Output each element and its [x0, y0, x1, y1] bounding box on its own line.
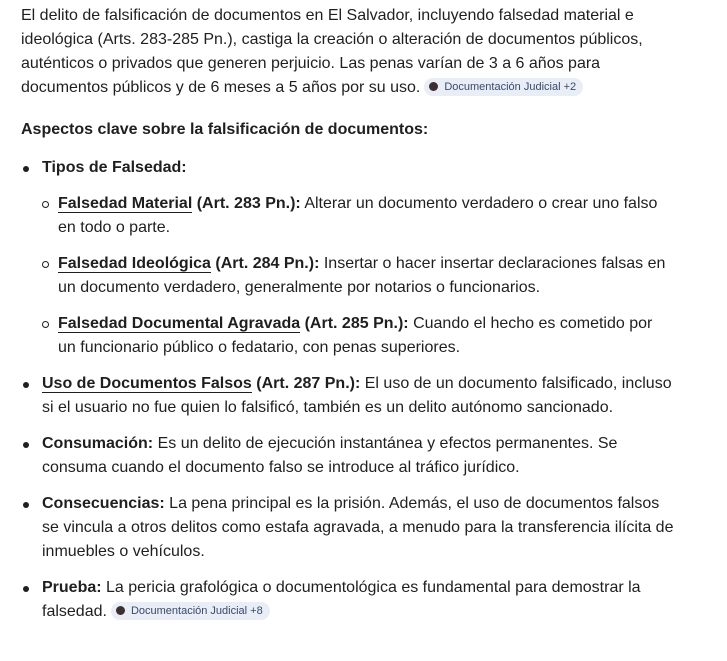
- item-description: La pericia grafológica o documentológica es fundamental para demostrar la falsedad.: [42, 579, 641, 620]
- falsedad-material-link[interactable]: Falsedad Material: [58, 195, 193, 212]
- article-ref: (Art. 285 Pn.):: [300, 315, 409, 332]
- prueba-term: Prueba:: [42, 579, 102, 596]
- sublist-item: [42, 252, 674, 300]
- item-description: El uso de un documento falsificado, incluso si el usuario no fue quien lo falsificó, también es un delito autónomo sancionado.: [42, 375, 672, 416]
- list-item-tipos: [21, 156, 674, 360]
- falsedad-ideologica-link[interactable]: Falsedad Ideológica: [58, 255, 211, 272]
- source-chip-label: Documentación Judicial +2: [444, 80, 577, 93]
- article-ref: (Art. 283 Pn.):: [192, 195, 301, 212]
- uso-documentos-falsos-link[interactable]: Uso de Documentos Falsos: [42, 375, 252, 392]
- source-chip[interactable]: [111, 602, 270, 620]
- source-chip-label: Documentación Judicial +8: [130, 604, 263, 617]
- intro-text: El delito de falsificación de documentos en El Salvador, incluyendo falsedad material e ideológica (Arts. 283-285 Pn.), castiga la creación o alteración de documentos públicos, auténticos o privados que generen perjuicio. Las penas varían de 3 a 6 años para documentos públicos y de 6 meses a 5 años por su uso.: [21, 7, 643, 96]
- consecuencias-term: Consecuencias:: [42, 495, 165, 512]
- list-item-consumacion: [21, 432, 674, 480]
- section-heading: Aspectos clave sobre la falsificación de documentos:: [21, 121, 429, 138]
- list-item-consecuencias: [21, 492, 674, 564]
- sublist-item: [42, 192, 674, 240]
- consumacion-term: Consumación:: [42, 435, 154, 452]
- article-ref: (Art. 287 Pn.):: [251, 375, 361, 392]
- tipos-sublist: [42, 192, 674, 360]
- item-description: Es un delito de ejecución instantánea y efectos permanentes. Se consuma cuando el documento falso se introduce al tráfico jurídico.: [42, 435, 618, 476]
- item-description: Cuando el hecho es cometido por un funcionario público o fedatario, con penas superiores.: [58, 315, 653, 356]
- intro-paragraph: [21, 4, 674, 100]
- list-item-prueba: [21, 576, 674, 624]
- source-favicon-icon: [429, 82, 438, 91]
- source-chip[interactable]: [424, 78, 583, 96]
- falsedad-agravada-link[interactable]: Falsedad Documental Agravada: [58, 315, 301, 332]
- item-description: Insertar o hacer insertar declaraciones falsas en un documento verdadero, generalmente por notarios o funcionarios.: [58, 255, 666, 296]
- article-ref: (Art. 284 Pn.):: [210, 255, 320, 272]
- list-item-uso: [21, 372, 674, 420]
- item-description: Alterar un documento verdadero o crear uno falso en todo o parte.: [58, 195, 658, 236]
- item-description: La pena principal es la prisión. Además, el uso de documentos falsos se vincula a otros delitos como estafa agravada, a menudo para la transferencia ilícita de inmuebles o vehículos.: [42, 495, 674, 560]
- key-aspects-list: [21, 156, 674, 624]
- source-favicon-icon: [116, 606, 125, 615]
- tipos-label: Tipos de Falsedad:: [42, 159, 187, 176]
- sublist-item: [42, 312, 674, 360]
